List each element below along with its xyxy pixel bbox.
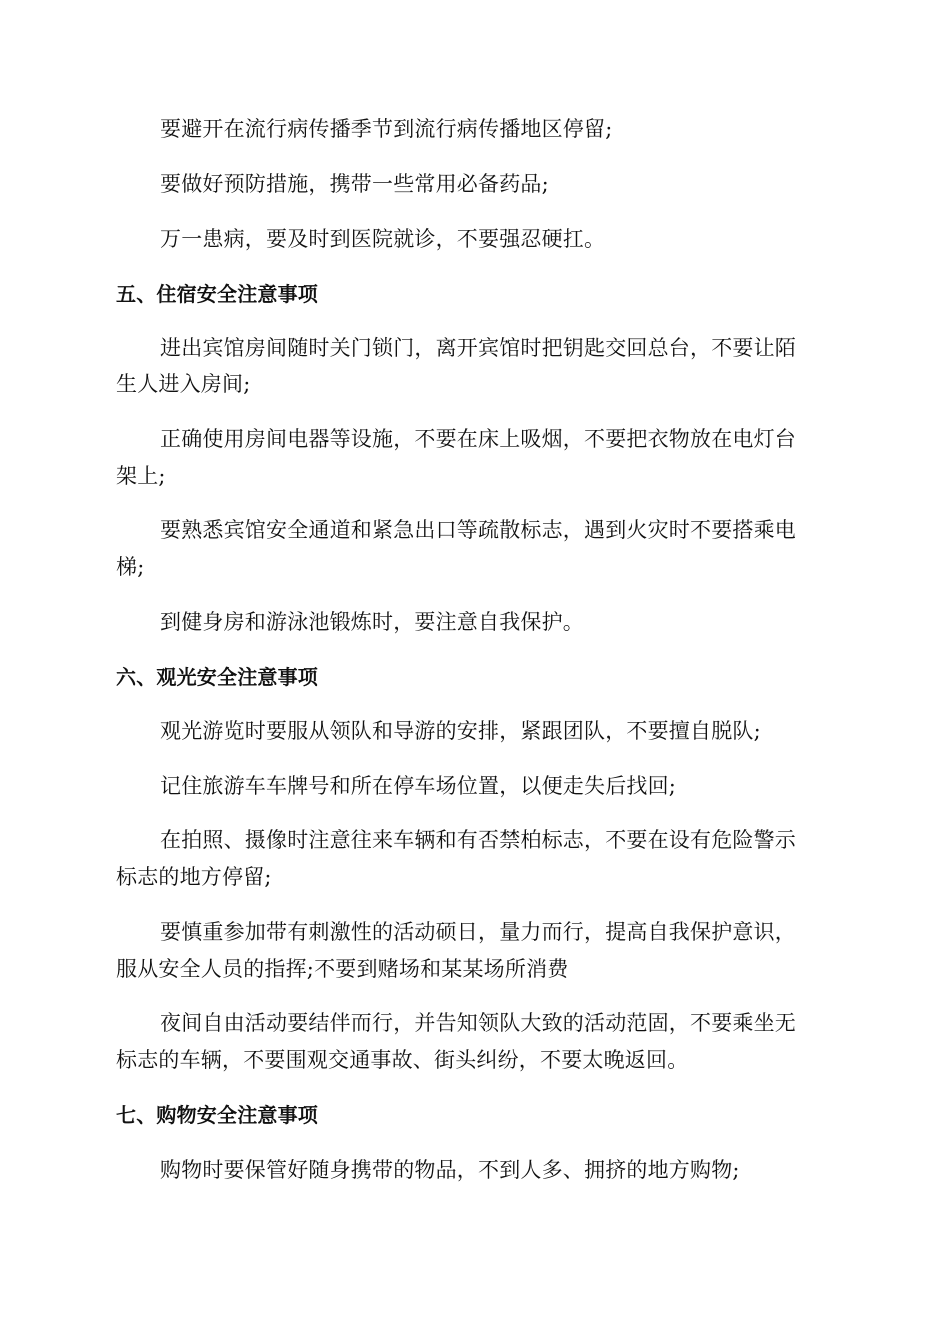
paragraph-line: 在拍照、摄像时注意往来车辆和有否禁柏标志，不要在设有危险警示 (160, 828, 796, 852)
paragraph-line: 正确使用房间电器等设施，不要在床上吸烟，不要把衣物放在电灯台 (160, 427, 796, 451)
paragraph-line: 夜间自由活动要结伴而行，并告知领队大致的活动范固，不要乘坐无 (160, 1011, 796, 1035)
paragraph-line: 进出宾馆房间随时关门锁门，离开宾馆时把钥匙交回总台，不要让陌 (160, 336, 796, 360)
paragraph-line: 要做好预防措施，携带一些常用必备药品; (160, 172, 549, 196)
paragraph-line: 到健身房和游泳池锻炼时，要注意自我保护。 (160, 610, 584, 634)
paragraph-line: 要避开在流行病传播季节到流行病传播地区停留; (160, 117, 613, 141)
section-heading: 五、住宿安全注意事项 (116, 282, 318, 306)
paragraph-line: 生人进入房间; (116, 372, 251, 396)
paragraph-line: 标志的地方停留; (116, 865, 272, 889)
paragraph-line: 记住旅游车车牌号和所在停车场位置，以便走失后找回; (160, 774, 677, 798)
paragraph-line: 梯; (116, 555, 145, 579)
section-heading: 七、购物安全注意事项 (116, 1103, 318, 1127)
paragraph-line: 标志的车辆，不要围观交通事故、街头纠纷，不要太晚返回。 (116, 1048, 689, 1072)
paragraph-line: 要熟悉宾馆安全通道和紧急出口等疏散标志，遇到火灾时不要搭乘电 (160, 518, 796, 542)
paragraph-line: 购物时要保管好随身携带的物品，不到人多、拥挤的地方购物; (160, 1158, 740, 1182)
paragraph-line: 观光游览时要服从领队和导游的安排，紧跟团队，不要擅自脱队; (160, 719, 761, 743)
paragraph-line: 架上; (116, 464, 166, 488)
paragraph-line: 要慎重参加带有刺激性的活动硕日，量力而行，提高自我保护意识， (160, 920, 796, 944)
paragraph-line: 服从安全人员的指挥;不要到赌场和某某场所消费 (116, 957, 569, 981)
section-heading: 六、观光安全注意事项 (116, 665, 318, 689)
paragraph-line: 万一患病，要及时到医院就诊，不要强忍硬扛。 (160, 227, 606, 251)
